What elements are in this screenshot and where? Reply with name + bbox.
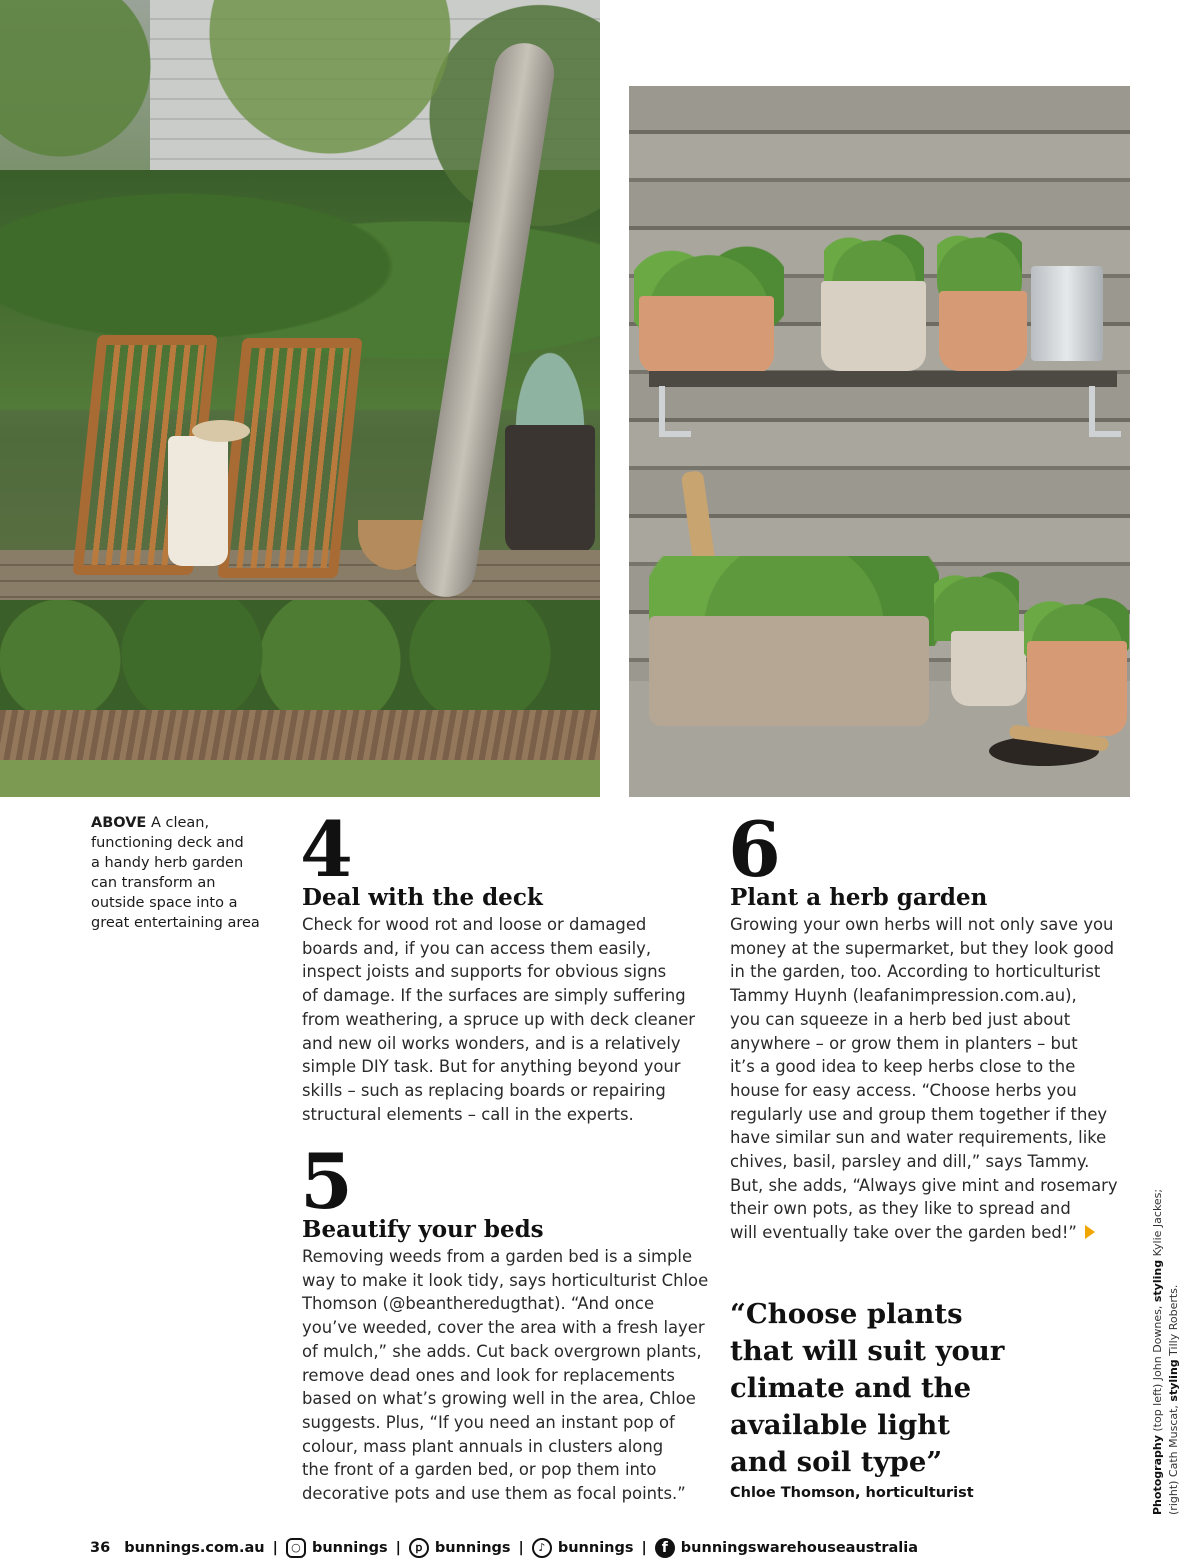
terracotta-pot-small: [939, 291, 1027, 371]
quote-line: climate and the: [730, 1372, 972, 1404]
caption-line: a handy herb garden: [91, 855, 244, 871]
section-heading-deck: Deal with the deck: [302, 884, 543, 911]
body-line: the front of a garden bed, or pop them into: [302, 1460, 657, 1480]
body-line: Removing weeds from a garden bed is a simple: [302, 1247, 693, 1266]
body-line: money at the supermarket, but they look good: [730, 938, 1115, 958]
page-footer: [90, 1536, 918, 1560]
caption-line: can transform an: [91, 875, 216, 891]
herb-foliage-3: [937, 216, 1022, 296]
body-line: simple DIY task. But for anything beyond your: [302, 1057, 681, 1077]
wall-shelf: [649, 371, 1117, 387]
body-line: decorative pots and use them as focal points.”: [302, 1484, 686, 1504]
section-body-beds: [302, 1245, 708, 1506]
body-line: based on what’s growing well in the area, Chloe: [302, 1389, 696, 1409]
section-number-4: 4: [300, 805, 351, 894]
lawn: [0, 760, 600, 797]
website-link[interactable]: bunnings.com.au: [124, 1540, 265, 1556]
body-line: from weathering, a spruce up with deck cleaner: [302, 1009, 696, 1029]
instagram-icon[interactable]: ○: [286, 1538, 306, 1558]
body-line-last: [730, 1221, 1118, 1245]
terracotta-bowl: [639, 296, 774, 374]
terracotta-pot: [1027, 641, 1127, 736]
footer-separator: |: [395, 1540, 401, 1556]
caption-line: great entertaining area: [91, 915, 260, 931]
pinterest-handle[interactable]: bunnings: [434, 1540, 511, 1556]
body-line: anywhere – or grow them in planters – but: [730, 1033, 1078, 1053]
tall-dark-pot: [505, 425, 595, 553]
photo-herb-garden: [629, 86, 1130, 797]
straw-hat: [192, 420, 250, 442]
credit-label: Photography: [1151, 1435, 1164, 1515]
footer-separator: |: [641, 1540, 647, 1556]
caption-lead: ABOVE: [91, 815, 147, 831]
body-line: suggests. Plus, “If you need an instant pop of: [302, 1412, 675, 1432]
body-line: colour, mass plant annuals in clusters along: [302, 1436, 664, 1456]
footer-separator: |: [518, 1540, 524, 1556]
tiktok-handle[interactable]: bunnings: [557, 1540, 634, 1556]
watering-can: [1031, 266, 1103, 361]
herb-foliage-4: [934, 551, 1019, 641]
footer-separator: |: [272, 1540, 278, 1556]
quote-line: that will suit your: [730, 1335, 1005, 1367]
facebook-handle[interactable]: bunningswarehouseaustralia: [680, 1540, 919, 1556]
arrow-right-icon: [1085, 1225, 1095, 1239]
quote-line: “Choose plants: [730, 1298, 963, 1330]
body-line: regularly use and group them together if they: [730, 1104, 1108, 1124]
body-line: Thomson (@beantheredugthat). “And once: [302, 1294, 655, 1314]
body-line: remove dead ones and look for replacements: [302, 1365, 675, 1385]
body-line: But, she adds, “Always give mint and rosemary: [730, 1175, 1118, 1195]
section-heading-herbs: Plant a herb garden: [730, 884, 988, 911]
planter-trough: [649, 616, 929, 726]
quote-line: available light: [730, 1409, 950, 1441]
body-line: chives, basil, parsley and dill,” says Tammy.: [730, 1152, 1090, 1172]
body-line: their own pots, as they like to spread and: [730, 1199, 1071, 1219]
quote-attribution: Chloe Thomson, horticulturist: [730, 1485, 974, 1501]
body-line: inspect joists and supports for obvious signs: [302, 962, 667, 982]
section-heading-beds: Beautify your beds: [302, 1216, 544, 1243]
shelf-bracket: [659, 386, 691, 437]
caption-line: A clean,: [150, 815, 210, 831]
instagram-handle[interactable]: bunnings: [311, 1540, 388, 1556]
pull-quote: [730, 1296, 1030, 1481]
body-line: structural elements – call in the experts.: [302, 1104, 634, 1124]
section-body-herbs: [730, 913, 1118, 1245]
credit-label: styling: [1167, 1359, 1180, 1402]
stone-pot-small: [951, 631, 1026, 706]
photo-caption: [91, 813, 261, 933]
shelf-bracket: [1089, 386, 1121, 437]
section-body-deck: [302, 913, 695, 1126]
body-line: you’ve weeded, cover the area with a fresh layer: [302, 1318, 705, 1338]
body-line: of damage. If the surfaces are simply suffering: [302, 986, 686, 1006]
photo-deck-chairs: [0, 0, 600, 797]
caption-line: outside space into a: [91, 895, 238, 911]
draped-throw: [168, 436, 228, 566]
body-line: and new oil works wonders, and is a relatively: [302, 1033, 681, 1053]
body-line: Growing your own herbs will not only save you: [730, 915, 1114, 934]
quote-line: and soil type”: [730, 1446, 943, 1478]
body-line: skills – such as replacing boards or repairing: [302, 1080, 666, 1100]
section-number-5: 5: [300, 1137, 351, 1226]
stone-pot: [821, 281, 926, 371]
body-line: way to make it look tidy, says horticulturist Chloe: [302, 1270, 709, 1290]
body-line: have similar sun and water requirements, like: [730, 1128, 1107, 1148]
body-line: Tammy Huynh (leafanimpression.com.au),: [730, 986, 1077, 1006]
facebook-icon[interactable]: f: [655, 1538, 675, 1558]
body-line: it’s a good idea to keep herbs close to the: [730, 1057, 1076, 1077]
body-line: Check for wood rot and loose or damaged: [302, 915, 647, 934]
credit-label: styling: [1151, 1259, 1164, 1303]
body-line: house for easy access. “Choose herbs you: [730, 1080, 1077, 1100]
photo-credit: [1150, 1180, 1190, 1515]
body-line: you can squeeze in a herb bed just about: [730, 1009, 1071, 1029]
page-number: 36: [90, 1540, 111, 1556]
credit-text: (top left) John Downes,: [1151, 1302, 1164, 1436]
section-number-6: 6: [728, 805, 779, 894]
credit-text: (right) Cath Muscat,: [1167, 1401, 1180, 1515]
body-line: boards and, if you can access them easily,: [302, 938, 652, 958]
credit-text: Tilly Roberts.: [1167, 1284, 1180, 1360]
credit-text: Kylie Jackes;: [1151, 1188, 1164, 1260]
body-line: in the garden, too. According to horticulturist: [730, 962, 1101, 982]
body-line-text: will eventually take over the garden bed!”: [730, 1223, 1077, 1243]
folding-chair-right: [217, 338, 362, 578]
body-line: of mulch,” she adds. Cut back overgrown plants,: [302, 1341, 702, 1361]
agave-plant: [510, 340, 590, 430]
caption-line: functioning deck and: [91, 835, 244, 851]
front-hedge: [0, 600, 600, 720]
pinterest-icon[interactable]: 𝗉: [409, 1538, 429, 1558]
tiktok-icon[interactable]: ♪: [532, 1538, 552, 1558]
